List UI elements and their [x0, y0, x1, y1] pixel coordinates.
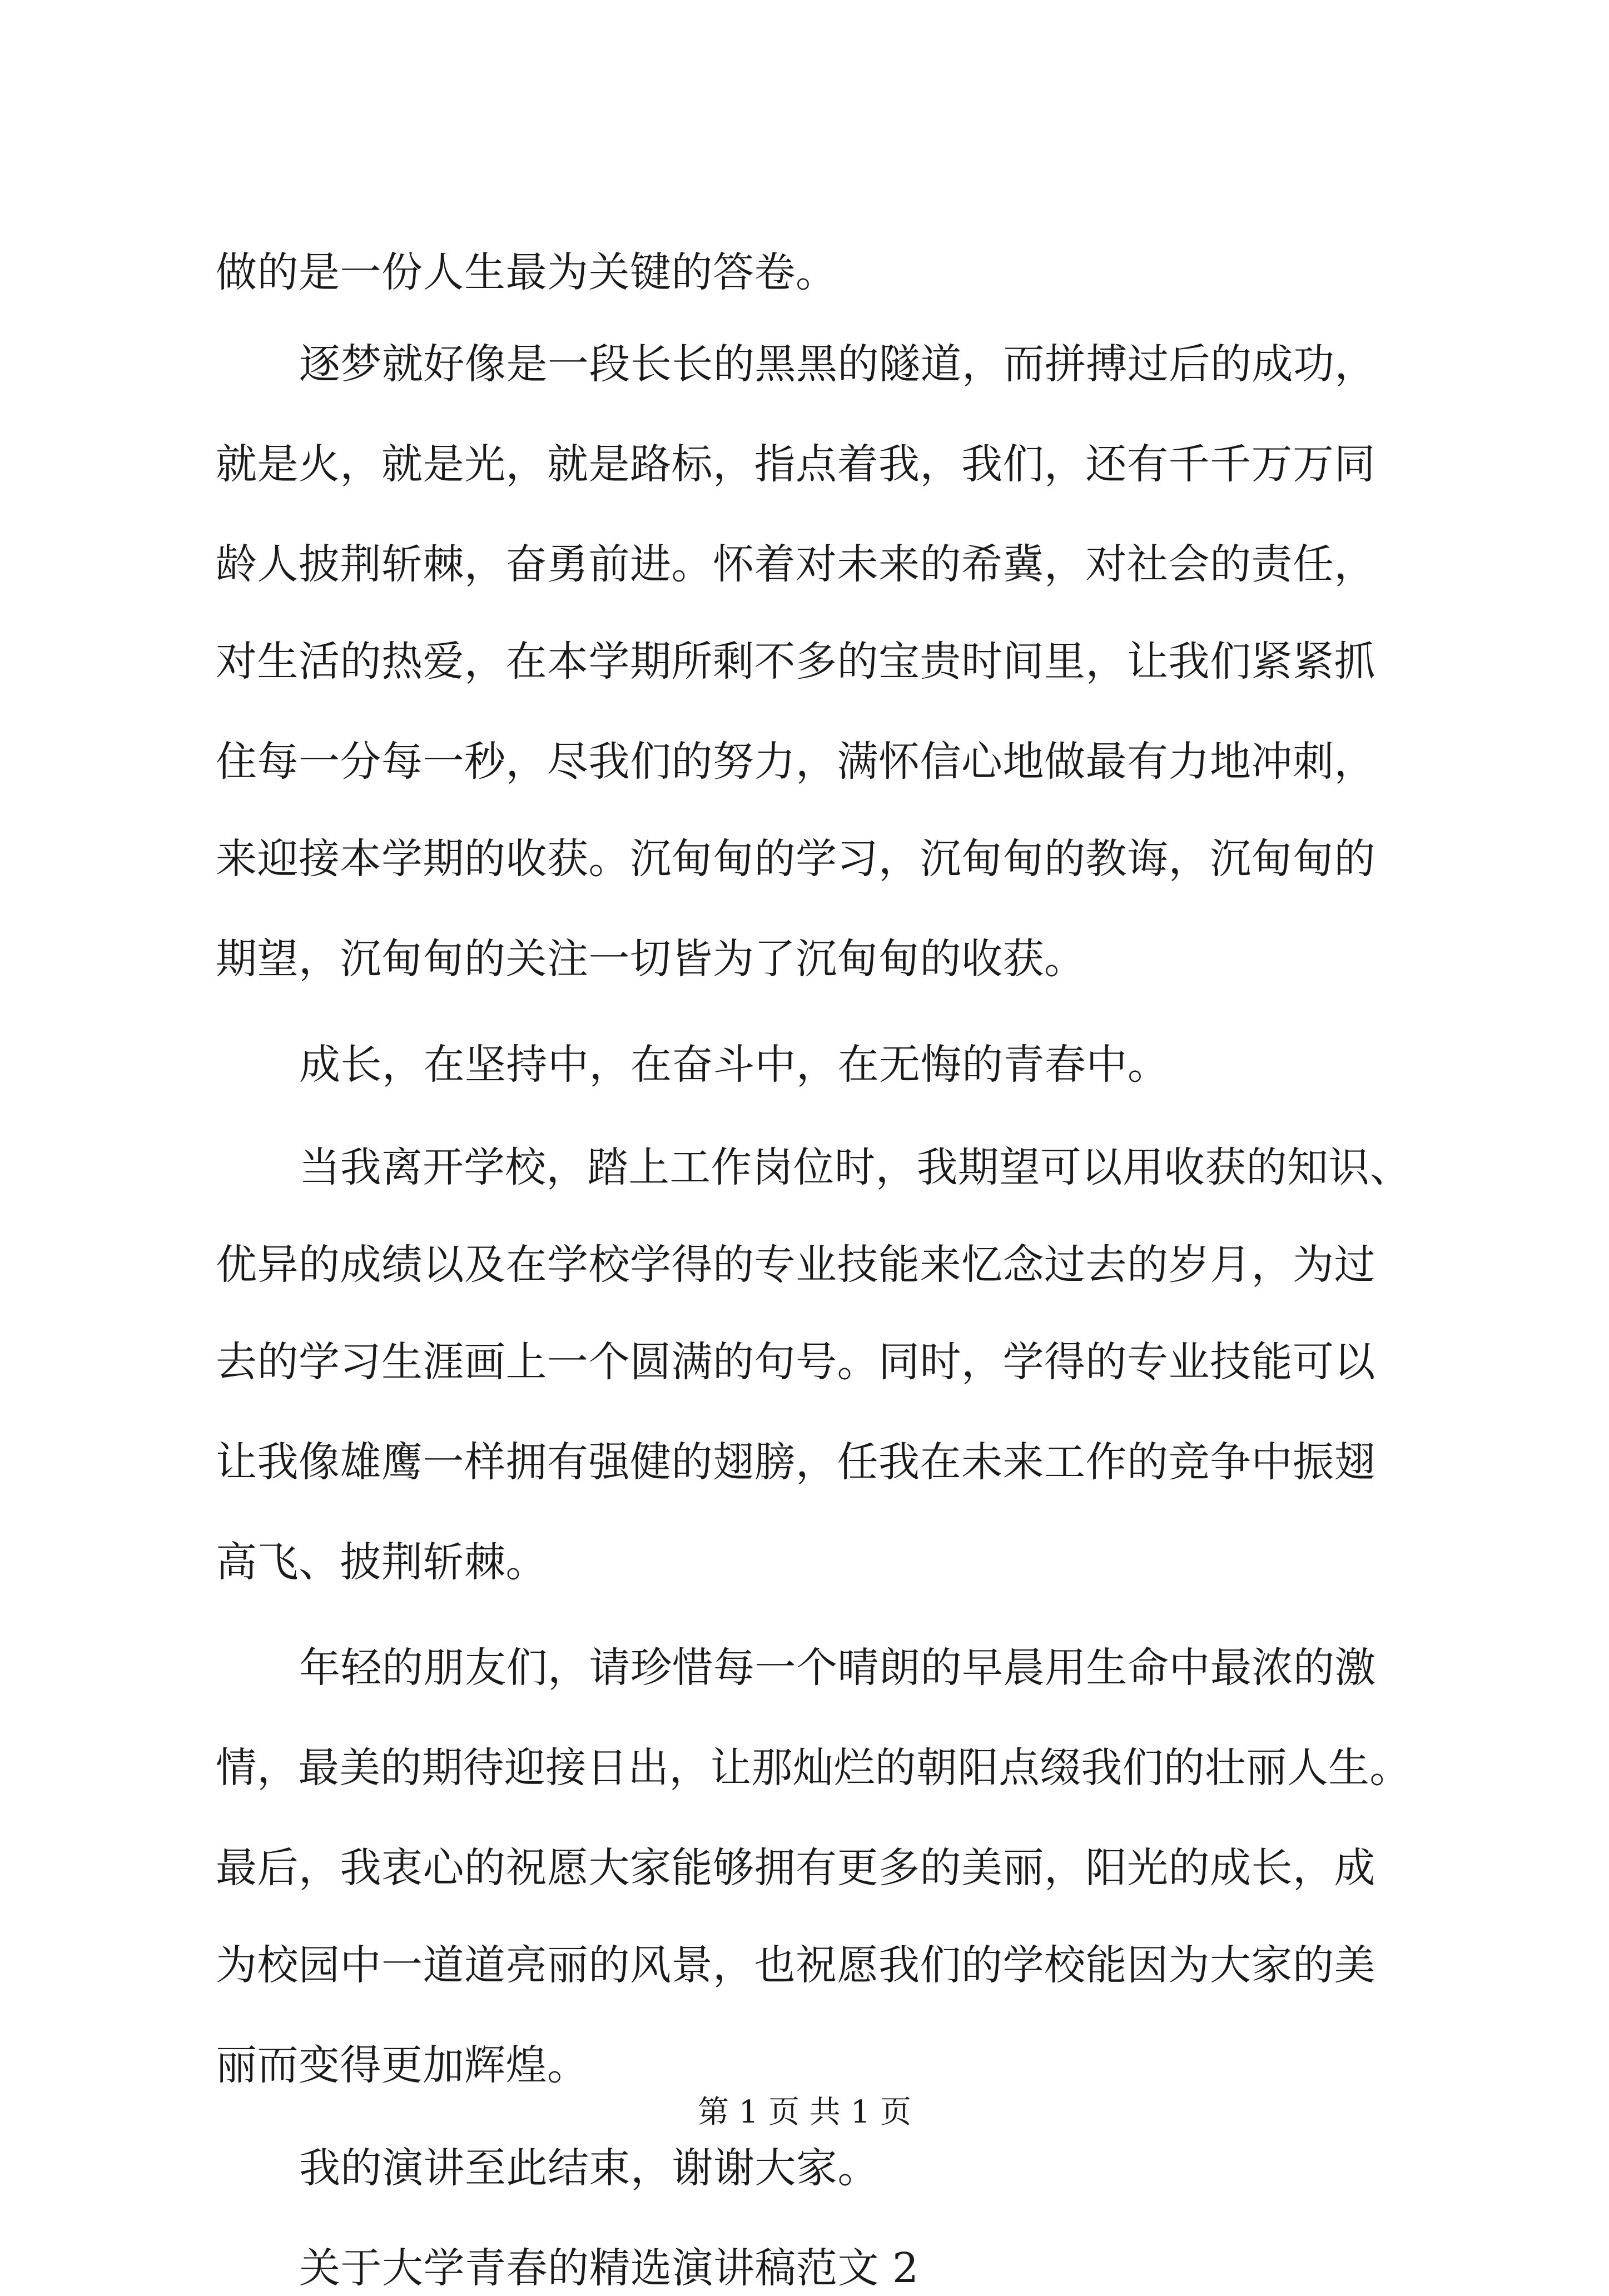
text-line: 关于大学青春的精选演讲稿范文 2 — [299, 2244, 919, 2292]
text-line: 做的是一份人生最为关键的答卷。 — [216, 249, 837, 296]
text-line: 成长，在坚持中，在奋斗中，在无悔的青春中。 — [299, 1041, 1169, 1089]
text-line: 去的学习生涯画上一个圆满的句号。同时，学得的专业技能可以 — [216, 1338, 1375, 1386]
text-line: 逐梦就好像是一段长长的黑黑的隧道，而拼搏过后的成功， — [299, 340, 1376, 388]
text-line: 情，最美的期待迎接日出，让那灿烂的朝阳点缀我们的壮丽人生。 — [216, 1744, 1411, 1792]
text-line: 龄人披荆斩棘，奋勇前进。怀着对未来的希冀，对社会的责任， — [216, 540, 1375, 588]
text-line: 住每一分每一秒，尽我们的努力，满怀信心地做最有力地冲刺， — [216, 738, 1375, 786]
text-line: 丽而变得更加辉煌。 — [216, 2041, 589, 2089]
text-line: 当我离开学校，踏上工作岗位时，我期望可以用收获的知识、 — [299, 1144, 1411, 1191]
text-line: 让我像雄鹰一样拥有强健的翅膀，任我在未来工作的竞争中振翅 — [216, 1438, 1375, 1486]
text-line: 优异的成绩以及在学校学得的专业技能来忆念过去的岁月，为过 — [216, 1241, 1375, 1289]
text-line: 高飞、披荆斩棘。 — [216, 1538, 547, 1586]
text-line: 我的演讲至此结束，谢谢大家。 — [299, 2144, 879, 2192]
text-line: 来迎接本学期的收获。沉甸甸的学习，沉甸甸的教诲，沉甸甸的 — [216, 835, 1375, 883]
page-footer: 第 1 页 共 1 页 — [697, 2094, 912, 2130]
text-line: 年轻的朋友们，请珍惜每一个晴朗的早晨用生命中最浓的激 — [299, 1644, 1376, 1692]
text-line: 对生活的热爱，在本学期所剩不多的宝贵时间里，让我们紧紧抓 — [216, 638, 1375, 685]
text-line: 就是火，就是光，就是路标，指点着我，我们，还有千千万万同 — [216, 440, 1375, 488]
text-line: 为校园中一道道亮丽的风景，也祝愿我们的学校能因为大家的美 — [216, 1941, 1375, 1989]
text-line: 最后，我衷心的祝愿大家能够拥有更多的美丽，阳光的成长，成 — [216, 1844, 1375, 1892]
text-line: 期望，沉甸甸的关注一切皆为了沉甸甸的收获。 — [216, 935, 1086, 983]
